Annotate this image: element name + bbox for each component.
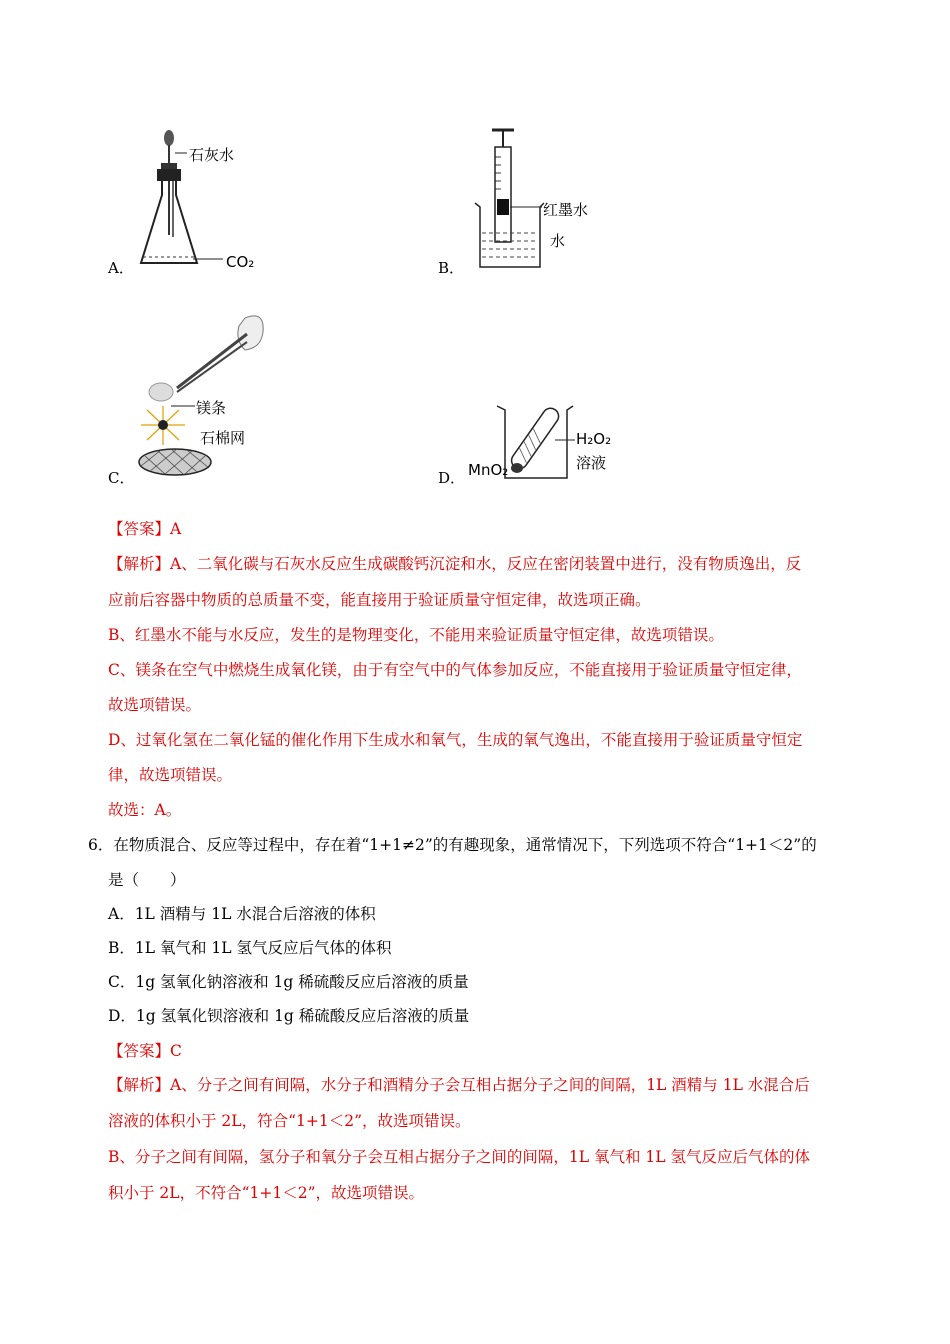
q5-analysis-line: B、红墨水不能与水反应，发生的是物理变化，不能用来验证质量守恒定律，故选项错误。 [108,626,724,644]
q5-answer: 【答案】A [108,520,182,538]
red-ink-label: 红墨水 [543,201,589,219]
q5-conclusion: 故选：A。 [108,801,182,819]
q6-option-b: B．1L 氧气和 1L 氢气反应后气体的体积 [108,939,392,957]
q6-answer: 【答案】C [108,1042,182,1060]
solution-label: 溶液 [576,454,607,472]
q6-stem-line1: 6．在物质混合、反应等过程中，存在着“1+1≠2”的有趣现象，通常情况下，下列选项不符合“1+1＜2”的 [88,836,817,854]
q6-analysis-line: 【解析】A、分子之间有间隔，水分子和酒精分子会互相占据分子之间的间隔，1L 酒精与 1L 水混合后 [108,1076,810,1094]
q5-analysis-line: 【解析】A、二氧化碳与石灰水反应生成碳酸钙沉淀和水，反应在密闭装置中进行，没有物质逸出，反 [108,555,802,573]
q5-analysis-line: 律，故选项错误。 [108,766,233,784]
q5-analysis-line: 故选项错误。 [108,696,202,714]
syringe-beaker-diagram [470,125,550,270]
co2-label: CO₂ [226,253,255,271]
option-d-letter: D． [438,469,466,487]
q6-analysis-line: B、分子之间有间隔，氢分子和氧分子会互相占据分子之间的间隔，1L 氧气和 1L 氢气反应后气体的体 [108,1148,810,1166]
magnesium-burning-diagram [135,310,275,480]
q6-option-a: A．1L 酒精与 1L 水混合后溶液的体积 [108,905,376,923]
magnesium-label: 镁条 [196,399,227,417]
q6-option-d: D．1g 氢氧化钡溶液和 1g 稀硫酸反应后溶液的质量 [108,1007,470,1025]
q5-analysis-line: D、过氧化氢在二氧化锰的催化作用下生成水和氧气，生成的氧气逸出，不能直接用于验证质量守恒定 [108,731,803,749]
asbestos-net-label: 石棉网 [200,429,246,447]
h2o2-label: H₂O₂ [576,430,612,448]
q6-analysis-line: 积小于 2L，不符合“1+1＜2”，故选项错误。 [108,1184,425,1202]
q5-analysis-line: C、镁条在空气中燃烧生成氧化镁，由于有空气中的气体参加反应，不能直接用于验证质量守恒定律， [108,661,802,679]
mno2-label: MnO₂ [468,461,509,479]
water-label: 水 [550,232,566,250]
limewater-label: 石灰水 [189,146,235,164]
option-a-letter: A． [108,259,134,277]
option-c-letter: C． [108,469,135,487]
q6-analysis-line: 溶液的体积小于 2L，符合“1+1＜2”，故选项错误。 [108,1112,471,1130]
q6-option-c: C．1g 氢氧化钠溶液和 1g 稀硫酸反应后溶液的质量 [108,973,469,991]
option-b-letter: B． [438,259,465,277]
q6-stem-line2: 是（ ） [108,871,186,889]
q5-analysis-line: 应前后容器中物质的总质量不变，能直接用于验证质量守恒定律，故选项正确。 [108,591,651,609]
